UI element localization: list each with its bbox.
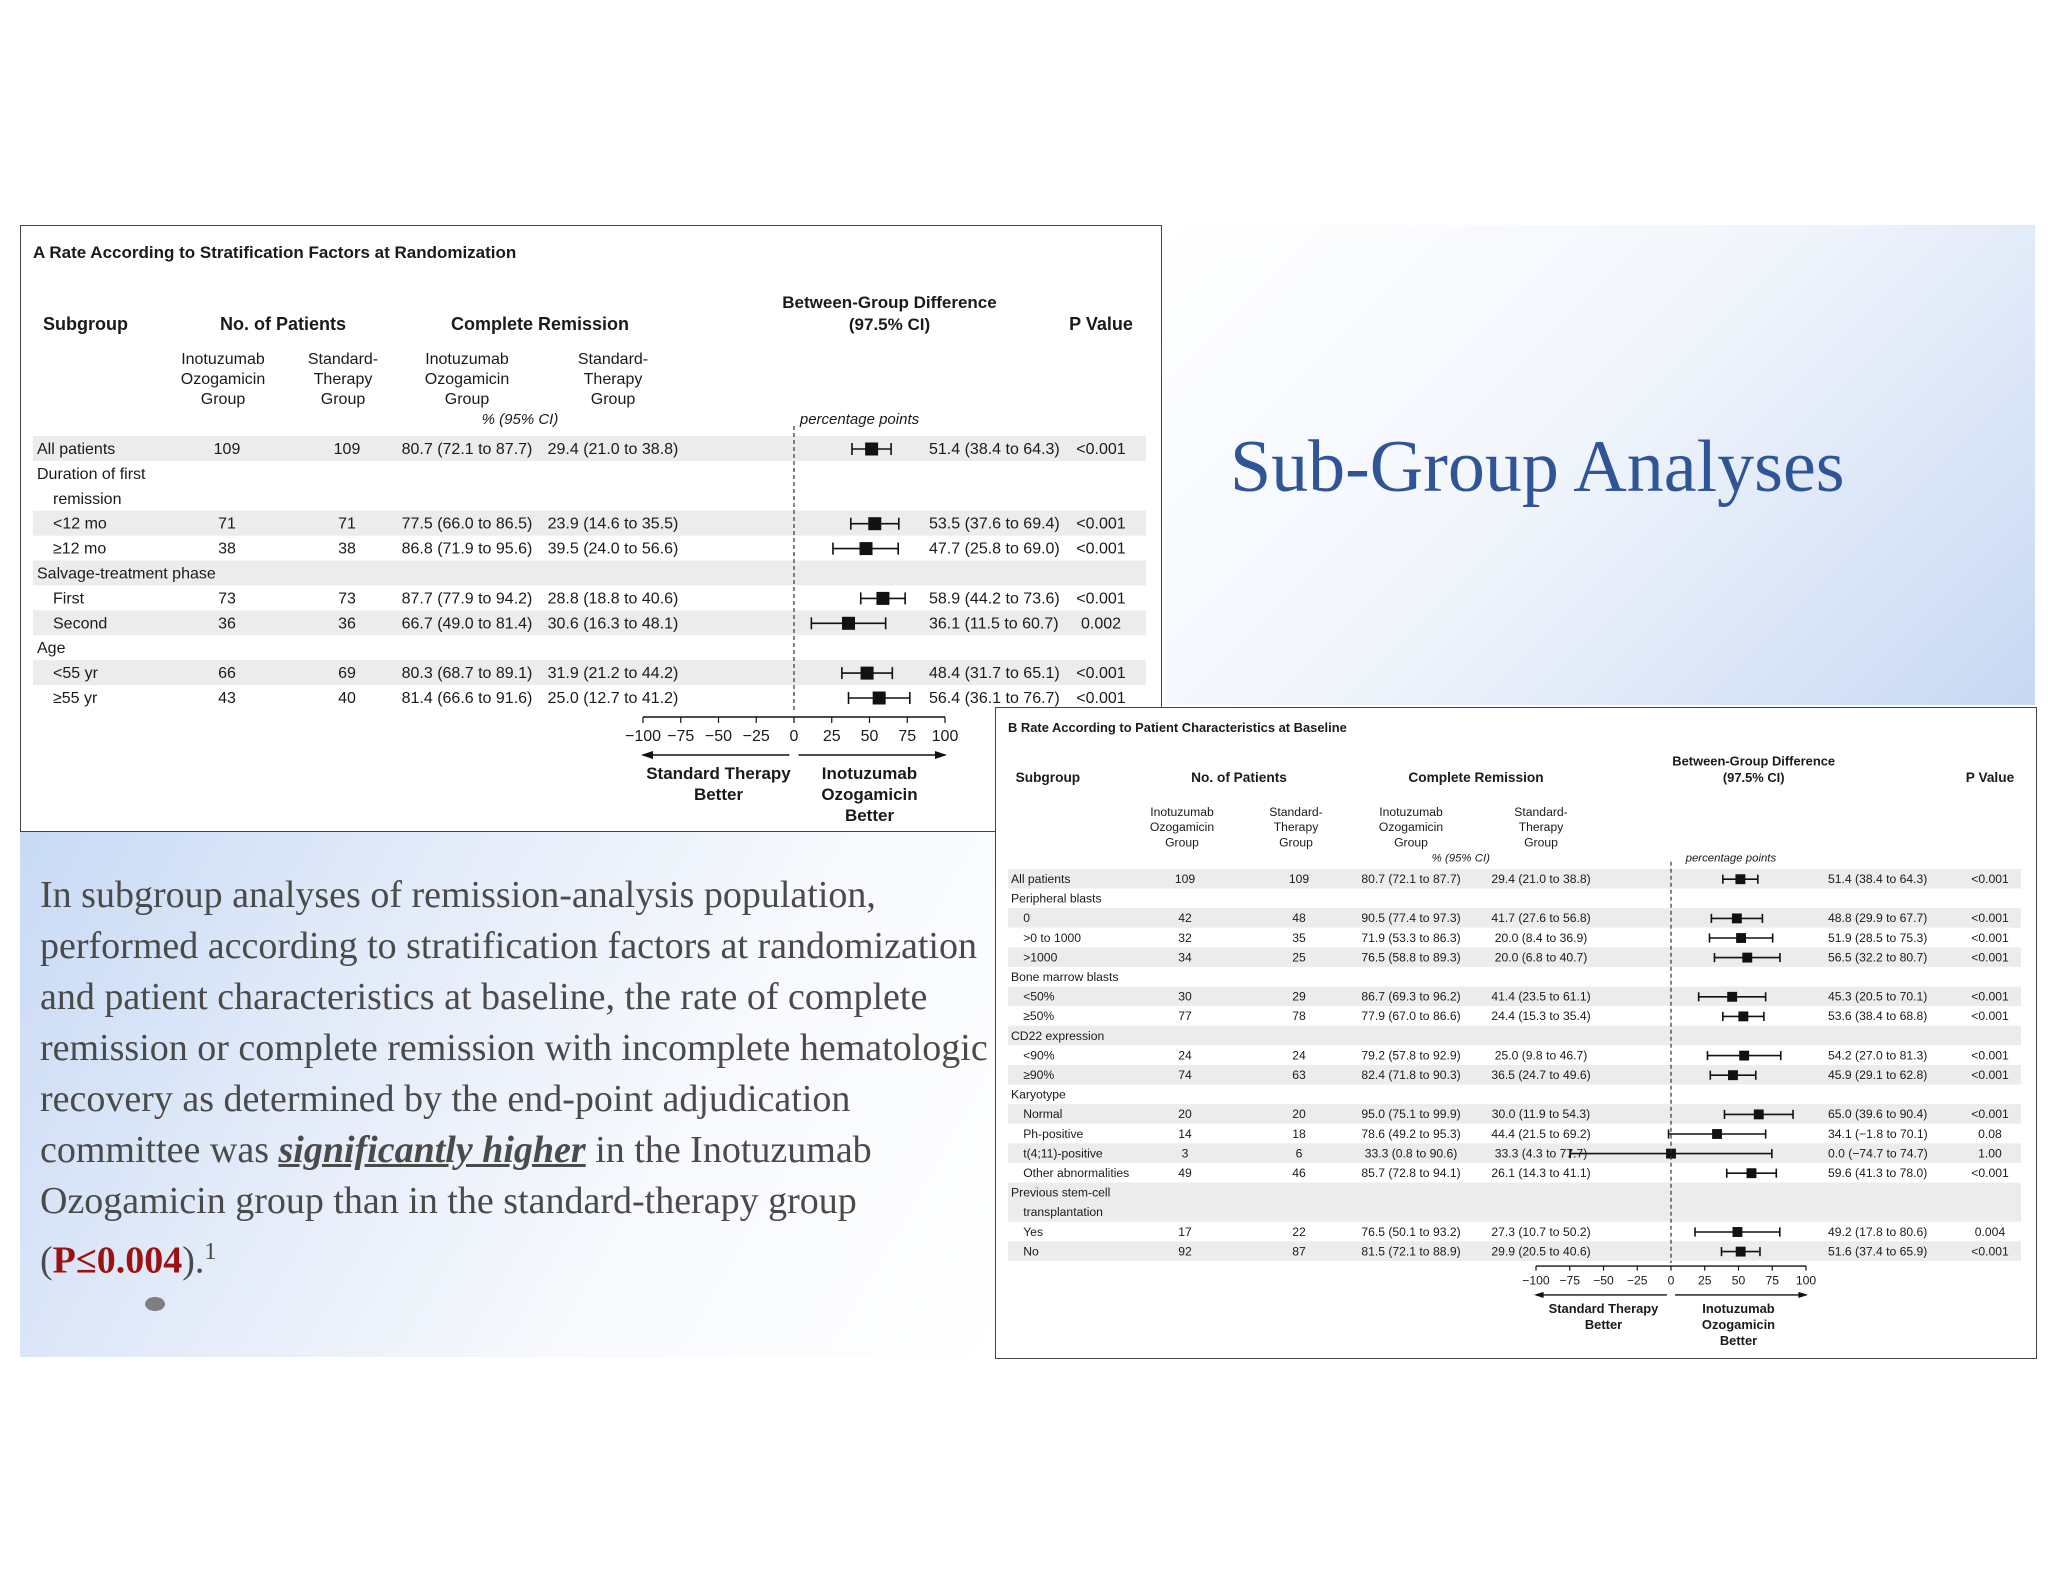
- x-tick-label: 25: [1697, 1273, 1712, 1288]
- difference-value: 0.0 (−74.7 to 74.7): [1828, 1146, 1928, 1161]
- point-estimate: [1735, 874, 1745, 884]
- column-subheader: Ozogamicin: [424, 371, 510, 388]
- footer-left-label: Better: [1584, 1317, 1623, 1333]
- footer-left-label: Standard Therapy: [646, 764, 791, 783]
- point-estimate: [1732, 913, 1742, 923]
- chart-title: B Rate According to Patient Characteristics at Baseline: [1008, 720, 1347, 735]
- column-subheader: Inotuzumab: [181, 351, 265, 368]
- slide-title: Sub-Group Analyses: [1230, 426, 1845, 508]
- column-subheader: Inotuzumab: [1150, 805, 1214, 819]
- row-label: First: [53, 590, 85, 608]
- x-tick-label: 0: [1667, 1273, 1675, 1288]
- n-inotuzumab: 34: [1178, 950, 1192, 965]
- n-standard: 18: [1292, 1126, 1306, 1141]
- p-value: <0.001: [1076, 665, 1126, 683]
- n-standard: 25: [1292, 950, 1306, 965]
- cr-inotuzumab: 76.5 (50.1 to 93.2): [1361, 1224, 1461, 1239]
- x-tick-label: −100: [624, 728, 662, 745]
- cr-standard: 30.0 (11.9 to 54.3): [1491, 1107, 1591, 1122]
- row-label: Age: [37, 640, 66, 658]
- difference-value: 47.7 (25.8 to 69.0): [929, 540, 1060, 558]
- n-inotuzumab: 71: [218, 515, 236, 533]
- arrow-right-head: [1798, 1292, 1808, 1298]
- cr-standard: 30.6 (16.3 to 48.1): [547, 615, 679, 633]
- footer-right-label: Ozogamicin: [821, 785, 918, 804]
- point-estimate: [1754, 1109, 1764, 1119]
- remission-header: Complete Remission: [1408, 770, 1544, 785]
- p-value: <0.001: [1971, 911, 2009, 926]
- p-value: <0.001: [1971, 989, 2009, 1004]
- p-value: <0.001: [1971, 930, 2009, 945]
- column-subheader: Group: [590, 391, 636, 408]
- row-label: ≥90%: [1023, 1068, 1055, 1082]
- difference-value: 51.9 (28.5 to 75.3): [1828, 930, 1928, 945]
- row-shade: [1008, 1182, 2021, 1202]
- n-standard: 22: [1292, 1224, 1306, 1239]
- cr-standard: 25.0 (12.7 to 41.2): [547, 690, 679, 707]
- cr-standard: 25.0 (9.8 to 46.7): [1494, 1048, 1588, 1063]
- cr-inotuzumab: 90.5 (77.4 to 97.3): [1361, 911, 1461, 926]
- cr-standard: 20.0 (8.4 to 36.9): [1494, 930, 1588, 945]
- x-tick-label: −50: [704, 728, 733, 745]
- units-label: percentage points: [799, 411, 920, 428]
- cr-inotuzumab: 77.5 (66.0 to 86.5): [401, 515, 533, 533]
- p-value: 0.08: [1978, 1126, 2002, 1141]
- summary-mid: in the Inotuzumab Ozogamicin group than in the standard-therapy group (: [40, 1129, 872, 1282]
- row-label: Normal: [1023, 1107, 1063, 1122]
- n-inotuzumab: 24: [1178, 1048, 1192, 1063]
- footer-right-label: Better: [844, 806, 895, 825]
- difference-header: Between-Group Difference: [1672, 753, 1836, 769]
- n-standard: 6: [1295, 1146, 1303, 1161]
- patients-header: No. of Patients: [1191, 770, 1287, 785]
- point-estimate: [868, 517, 881, 530]
- n-inotuzumab: 30: [1178, 989, 1192, 1004]
- p-value: <0.001: [1971, 1048, 2009, 1063]
- column-subheader: Group: [320, 391, 366, 408]
- p-value: <0.001: [1076, 441, 1126, 458]
- difference-value: 54.2 (27.0 to 81.3): [1828, 1048, 1928, 1063]
- column-subheader: Ozogamicin: [1378, 820, 1444, 835]
- cr-inotuzumab: 86.7 (69.3 to 96.2): [1361, 989, 1461, 1004]
- n-inotuzumab: 66: [218, 665, 236, 683]
- cr-inotuzumab: 78.6 (49.2 to 95.3): [1361, 1126, 1461, 1141]
- point-estimate: [1738, 1011, 1748, 1021]
- cr-standard: 36.5 (24.7 to 49.6): [1491, 1068, 1591, 1082]
- cr-standard: 23.9 (14.6 to 35.5): [547, 515, 679, 533]
- column-subheader: Standard-: [1514, 805, 1568, 819]
- point-estimate: [1727, 992, 1737, 1002]
- p-value: <0.001: [1076, 515, 1126, 533]
- row-label: Salvage-treatment phase: [37, 565, 216, 583]
- footer-right-label: Better: [1719, 1333, 1758, 1349]
- n-inotuzumab: 109: [1174, 872, 1196, 886]
- n-standard: 29: [1292, 989, 1306, 1004]
- point-estimate: [842, 617, 855, 630]
- arrow-left-head: [641, 751, 653, 759]
- subgroup-header: Subgroup: [1015, 770, 1081, 785]
- n-standard: 87: [1292, 1244, 1306, 1259]
- point-estimate: [1747, 1168, 1757, 1178]
- p-value: <0.001: [1971, 950, 2009, 965]
- cr-inotuzumab: 87.7 (77.9 to 94.2): [401, 590, 533, 608]
- difference-ci-header: (97.5% CI): [1722, 770, 1785, 785]
- difference-value: 34.1 (−1.8 to 70.1): [1828, 1126, 1928, 1141]
- row-label: Ph-positive: [1023, 1126, 1084, 1141]
- cr-inotuzumab: 82.4 (71.8 to 90.3): [1361, 1068, 1461, 1082]
- p-value: <0.001: [1971, 1009, 2009, 1024]
- difference-value: 56.4 (36.1 to 76.7): [929, 690, 1060, 707]
- chart-title: A Rate According to Stratification Factors at Randomization: [33, 243, 517, 262]
- n-standard: 63: [1292, 1068, 1306, 1082]
- n-inotuzumab: 20: [1178, 1107, 1192, 1122]
- cr-standard: 41.7 (27.6 to 56.8): [1491, 911, 1591, 926]
- difference-value: 48.8 (29.9 to 67.7): [1828, 911, 1928, 926]
- row-label: All patients: [1011, 872, 1071, 886]
- subgroup-header: Subgroup: [43, 314, 128, 334]
- footer-left-label: Better: [693, 785, 744, 804]
- x-tick-label: −25: [1626, 1273, 1648, 1288]
- p-value: <0.001: [1076, 590, 1126, 608]
- cr-standard: 27.3 (10.7 to 50.2): [1491, 1224, 1591, 1239]
- n-standard: 109: [1288, 872, 1310, 886]
- p-value: 0.004: [1974, 1224, 2006, 1239]
- remission-header: Complete Remission: [450, 314, 630, 334]
- x-tick-label: 100: [1795, 1273, 1817, 1288]
- cr-inotuzumab: 81.5 (72.1 to 88.9): [1361, 1244, 1461, 1259]
- ci-units-label: % (95% CI): [481, 411, 559, 428]
- cr-inotuzumab: 86.8 (71.9 to 95.6): [401, 540, 533, 558]
- forest-plot-panel-b: [995, 707, 2037, 1359]
- p-value: <0.001: [1076, 540, 1126, 558]
- cr-standard: 24.4 (15.3 to 35.4): [1491, 1009, 1591, 1024]
- row-label: All patients: [37, 441, 116, 458]
- units-label: percentage points: [1685, 852, 1777, 865]
- point-estimate: [1736, 933, 1746, 943]
- row-label: <55 yr: [53, 665, 98, 683]
- forest-plot-panel-a: [20, 225, 1162, 832]
- cr-standard: 31.9 (21.2 to 44.2): [547, 665, 679, 683]
- point-estimate: [1712, 1129, 1722, 1139]
- n-standard: 38: [338, 540, 356, 558]
- x-tick-label: −50: [1593, 1273, 1614, 1288]
- column-subheader: Group: [444, 391, 490, 408]
- x-tick-label: −100: [1522, 1273, 1550, 1288]
- row-label: >1000: [1023, 950, 1058, 965]
- difference-value: 59.6 (41.3 to 78.0): [1828, 1166, 1928, 1180]
- row-label: transplantation: [1023, 1205, 1103, 1220]
- n-inotuzumab: 17: [1178, 1224, 1192, 1239]
- row-label: Previous stem-cell: [1011, 1185, 1111, 1200]
- cr-inotuzumab: 80.3 (68.7 to 89.1): [401, 665, 533, 683]
- n-standard: 71: [338, 515, 356, 533]
- forest-plot-b: [996, 708, 2036, 1358]
- row-label: Peripheral blasts: [1011, 891, 1102, 906]
- bullet-dot: [145, 1297, 165, 1311]
- cr-inotuzumab: 77.9 (67.0 to 86.6): [1361, 1009, 1461, 1024]
- column-subheader: Therapy: [1273, 820, 1319, 835]
- p-value: 0.002: [1080, 615, 1122, 633]
- column-subheader: Inotuzumab: [425, 351, 509, 368]
- summary-text: [40, 870, 1000, 1287]
- cr-inotuzumab: 33.3 (0.8 to 90.6): [1364, 1146, 1458, 1161]
- difference-value: 53.5 (37.6 to 69.4): [929, 515, 1060, 533]
- difference-value: 49.2 (17.8 to 80.6): [1828, 1224, 1928, 1239]
- n-standard: 35: [1292, 930, 1306, 945]
- difference-value: 45.3 (20.5 to 70.1): [1828, 989, 1928, 1004]
- n-standard: 69: [338, 665, 356, 683]
- point-estimate: [1736, 1247, 1746, 1257]
- x-tick-label: 50: [1731, 1273, 1746, 1288]
- footer-right-label: Inotuzumab: [1702, 1301, 1775, 1317]
- column-subheader: Group: [200, 391, 246, 408]
- row-label: remission: [53, 490, 122, 508]
- n-standard: 46: [1292, 1166, 1306, 1180]
- difference-value: 51.4 (38.4 to 64.3): [929, 441, 1060, 458]
- column-subheader: Group: [1524, 835, 1558, 850]
- n-inotuzumab: 36: [218, 615, 236, 633]
- n-inotuzumab: 42: [1178, 911, 1192, 926]
- arrow-right-head: [935, 751, 947, 759]
- difference-value: 48.4 (31.7 to 65.1): [929, 665, 1060, 683]
- n-standard: 48: [1292, 911, 1306, 926]
- cr-standard: 33.3 (4.3 to 77.7): [1494, 1146, 1588, 1161]
- cr-standard: 39.5 (24.0 to 56.6): [547, 540, 679, 558]
- n-standard: 36: [338, 615, 356, 633]
- patients-header: No. of Patients: [219, 314, 347, 334]
- row-label: ≥12 mo: [53, 540, 107, 558]
- cr-standard: 41.4 (23.5 to 61.1): [1491, 989, 1591, 1004]
- row-label: Yes: [1023, 1224, 1044, 1239]
- point-estimate: [1732, 1227, 1742, 1237]
- difference-header: Between-Group Difference: [782, 293, 997, 312]
- row-label: <50%: [1023, 989, 1055, 1004]
- n-inotuzumab: 14: [1178, 1126, 1192, 1141]
- n-standard: 73: [338, 590, 356, 608]
- ci-units-label: % (95% CI): [1431, 852, 1490, 865]
- row-label: ≥50%: [1023, 1009, 1055, 1024]
- column-subheader: Therapy: [583, 371, 643, 388]
- summary-tail: ).: [182, 1239, 205, 1282]
- row-label: No: [1023, 1244, 1039, 1259]
- n-inotuzumab: 32: [1178, 930, 1192, 945]
- column-subheader: Group: [1279, 835, 1313, 850]
- difference-value: 51.6 (37.4 to 65.9): [1828, 1244, 1928, 1259]
- point-estimate: [1742, 953, 1752, 963]
- column-subheader: Group: [1394, 835, 1428, 850]
- cr-inotuzumab: 80.7 (72.1 to 87.7): [401, 441, 533, 458]
- footer-right-label: Inotuzumab: [821, 764, 918, 783]
- n-inotuzumab: 74: [1178, 1068, 1192, 1082]
- point-estimate: [1739, 1051, 1749, 1061]
- cr-standard: 44.4 (21.5 to 69.2): [1491, 1126, 1591, 1141]
- difference-value: 45.9 (29.1 to 62.8): [1828, 1068, 1928, 1082]
- difference-value: 58.9 (44.2 to 73.6): [929, 590, 1060, 608]
- difference-value: 36.1 (11.5 to 60.7): [929, 615, 1059, 633]
- x-tick-label: 0: [789, 728, 799, 745]
- difference-value: 65.0 (39.6 to 90.4): [1828, 1107, 1928, 1122]
- n-standard: 109: [333, 441, 361, 458]
- summary-emphasis: significantly higher: [278, 1129, 586, 1171]
- n-standard: 40: [338, 690, 356, 707]
- p-value: <0.001: [1076, 690, 1126, 707]
- row-label: Karyotype: [1011, 1087, 1066, 1102]
- point-estimate: [865, 443, 878, 456]
- row-label: t(4;11)-positive: [1023, 1146, 1103, 1161]
- column-subheader: Standard-: [307, 351, 379, 368]
- row-label: <12 mo: [53, 515, 107, 533]
- x-tick-label: 75: [1765, 1273, 1780, 1288]
- cr-inotuzumab: 81.4 (66.6 to 91.6): [401, 690, 533, 707]
- x-tick-label: −75: [667, 728, 695, 745]
- difference-value: 51.4 (38.4 to 64.3): [1828, 872, 1928, 886]
- p-value: <0.001: [1971, 1107, 2009, 1122]
- row-label: Duration of first: [37, 465, 146, 483]
- forest-plot-a: [21, 226, 1161, 831]
- point-estimate: [861, 667, 874, 680]
- point-estimate: [1728, 1070, 1738, 1080]
- difference-value: 56.5 (32.2 to 80.7): [1828, 950, 1928, 965]
- p-value: <0.001: [1971, 1244, 2009, 1259]
- x-tick-label: 25: [822, 728, 841, 745]
- n-inotuzumab: 3: [1181, 1146, 1189, 1161]
- n-inotuzumab: 77: [1178, 1009, 1192, 1024]
- row-label: 0: [1023, 911, 1030, 926]
- x-tick-label: 50: [860, 728, 879, 745]
- cr-standard: 29.4 (21.0 to 38.8): [1491, 872, 1591, 886]
- footer-right-label: Ozogamicin: [1701, 1317, 1776, 1333]
- row-shade: [1008, 1026, 2021, 1046]
- cr-inotuzumab: 85.7 (72.8 to 94.1): [1361, 1166, 1461, 1180]
- footer-left-label: Standard Therapy: [1548, 1301, 1659, 1317]
- cr-inotuzumab: 79.2 (57.8 to 92.9): [1361, 1048, 1461, 1063]
- cr-standard: 26.1 (14.3 to 41.1): [1491, 1166, 1591, 1180]
- p-value: <0.001: [1971, 1166, 2009, 1180]
- cr-standard: 29.9 (20.5 to 40.6): [1491, 1244, 1591, 1259]
- p-value: <0.001: [1971, 1068, 2009, 1082]
- column-subheader: Group: [1165, 835, 1199, 850]
- n-standard: 24: [1292, 1048, 1306, 1063]
- p-value: 1.00: [1978, 1146, 2002, 1161]
- summary-reference: 1: [204, 1239, 217, 1265]
- n-standard: 78: [1292, 1009, 1306, 1024]
- cr-inotuzumab: 71.9 (53.3 to 86.3): [1361, 930, 1461, 945]
- x-tick-label: 100: [931, 728, 959, 745]
- pvalue-header: P Value: [1069, 314, 1133, 334]
- point-estimate: [860, 542, 873, 555]
- n-standard: 20: [1292, 1107, 1306, 1122]
- n-inotuzumab: 73: [218, 590, 236, 608]
- x-tick-label: 75: [898, 728, 917, 745]
- column-subheader: Ozogamicin: [1149, 820, 1215, 835]
- cr-standard: 28.8 (18.8 to 40.6): [547, 590, 679, 608]
- cr-inotuzumab: 76.5 (58.8 to 89.3): [1361, 950, 1461, 965]
- column-subheader: Standard-: [577, 351, 649, 368]
- x-tick-label: −75: [1559, 1273, 1581, 1288]
- cr-standard: 29.4 (21.0 to 38.8): [547, 441, 679, 458]
- n-inotuzumab: 38: [218, 540, 236, 558]
- summary-pvalue: P≤0.004: [52, 1239, 183, 1282]
- difference-ci-header: (97.5% CI): [848, 315, 931, 334]
- pvalue-header: P Value: [1965, 770, 2015, 785]
- summary-lead: In subgroup analyses of remission-analysis population, performed according to stratification factors at randomization and patient characteristics at baseline, the rate of complete remission or complete remission with incomplete hematologic recovery as determined by the end-point adjudication committee was: [40, 874, 988, 1171]
- cr-standard: 20.0 (6.8 to 40.7): [1494, 950, 1588, 965]
- column-subheader: Therapy: [313, 371, 373, 388]
- row-label: ≥55 yr: [53, 690, 98, 707]
- n-inotuzumab: 49: [1178, 1166, 1192, 1180]
- p-value: <0.001: [1971, 872, 2009, 886]
- row-shade: [1008, 1202, 2021, 1222]
- row-label: >0 to 1000: [1023, 930, 1081, 945]
- cr-inotuzumab: 66.7 (49.0 to 81.4): [401, 615, 533, 633]
- n-inotuzumab: 92: [1178, 1244, 1192, 1259]
- column-subheader: Therapy: [1518, 820, 1564, 835]
- column-subheader: Standard-: [1269, 805, 1323, 819]
- n-inotuzumab: 43: [218, 690, 236, 707]
- row-label: Bone marrow blasts: [1011, 970, 1119, 984]
- row-label: Other abnormalities: [1023, 1166, 1130, 1180]
- point-estimate: [873, 692, 886, 705]
- x-tick-label: −25: [742, 728, 770, 745]
- cr-inotuzumab: 95.0 (75.1 to 99.9): [1361, 1107, 1461, 1122]
- row-label: Second: [53, 615, 108, 633]
- column-subheader: Ozogamicin: [180, 371, 266, 388]
- n-inotuzumab: 109: [213, 441, 241, 458]
- cr-inotuzumab: 80.7 (72.1 to 87.7): [1361, 872, 1461, 886]
- difference-value: 53.6 (38.4 to 68.8): [1828, 1009, 1928, 1024]
- arrow-left-head: [1534, 1292, 1544, 1298]
- row-label: CD22 expression: [1011, 1028, 1105, 1043]
- column-subheader: Inotuzumab: [1379, 805, 1443, 819]
- point-estimate: [876, 592, 889, 605]
- row-label: <90%: [1023, 1048, 1055, 1063]
